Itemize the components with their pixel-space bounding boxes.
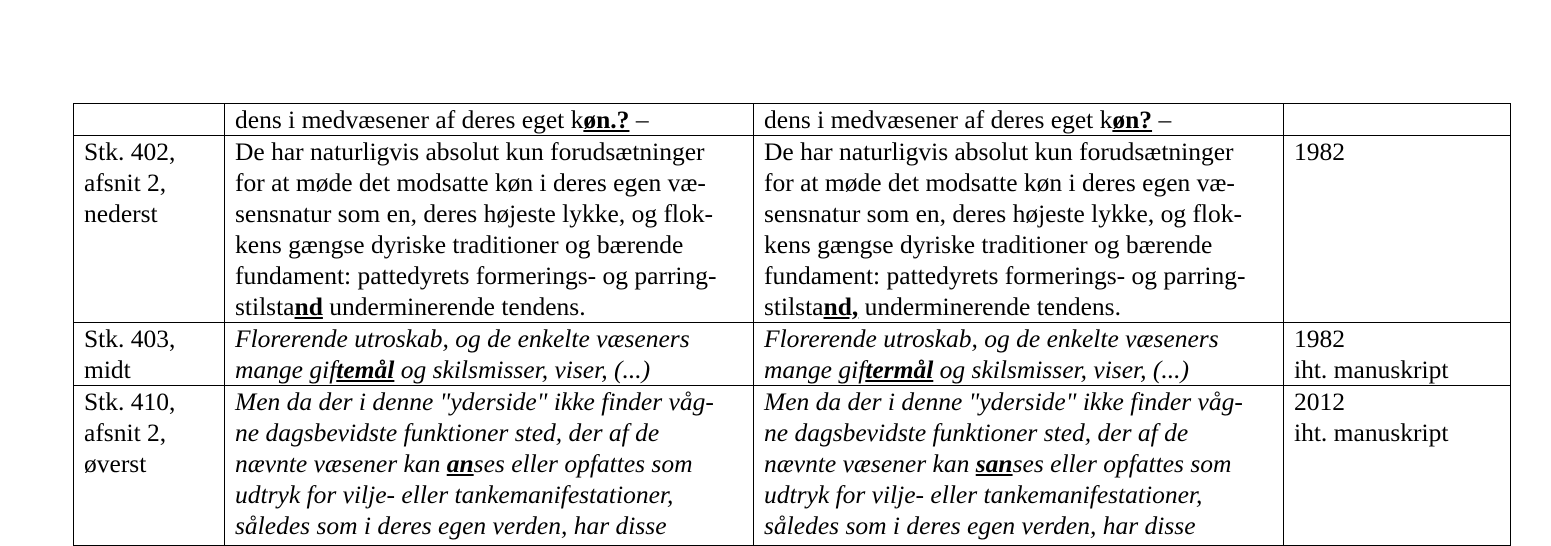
table-row (74, 104, 1511, 136)
highlighted-correction: nd (294, 292, 323, 321)
text-line (764, 198, 1277, 229)
text-segment: stilsta (764, 292, 824, 321)
text-segment: kens gængse dyriske traditioner og bærende (764, 230, 1213, 259)
text-line (764, 323, 1277, 354)
text-segment: dens i medvæsener af deres eget k (764, 105, 1113, 134)
year-cell (1284, 386, 1511, 546)
original-text-cell (225, 386, 754, 546)
text-segment: – (1152, 105, 1172, 134)
text-line (235, 167, 747, 198)
highlighted-correction: øn.? (583, 105, 630, 134)
text-line (764, 291, 1277, 322)
text-line (235, 229, 747, 260)
text-line (235, 136, 747, 167)
text-segment: nævnte væsener kan (235, 449, 447, 478)
text-line: afsnit 2, (84, 168, 167, 197)
text-segment: fundament: pattedyrets formerings- og parring- (764, 261, 1246, 290)
text-line (235, 198, 747, 229)
text-segment: for at møde det modsatte køn i deres egen væ- (764, 168, 1235, 197)
text-line (764, 167, 1277, 198)
text-segment: ne dagsbevidste funktioner sted, der af de (235, 418, 660, 447)
highlighted-correction: an (446, 449, 474, 478)
text-line (764, 417, 1277, 448)
text-line (764, 448, 1277, 479)
text-line (235, 291, 747, 322)
text-line (235, 386, 747, 417)
text-segment: dens i medvæsener af deres eget k (235, 105, 584, 134)
text-segment: De har naturligvis absolut kun forudsætninger (235, 137, 705, 166)
text-line (764, 479, 1277, 510)
text-line: 2012 (1294, 387, 1345, 416)
original-text-cell (225, 323, 754, 386)
text-segment: sensnatur som en, deres højeste lykke, og flok- (235, 199, 714, 228)
text-line (235, 479, 747, 510)
text-line (764, 136, 1277, 167)
highlighted-correction: temål (336, 355, 395, 384)
text-line (235, 323, 747, 354)
highlighted-correction: øn? (1112, 105, 1153, 134)
text-line: øverst (84, 449, 147, 478)
text-segment: udtryk for vilje- eller tankemanifestationer, (235, 480, 674, 509)
text-segment: underminerende tendens. (858, 292, 1121, 321)
text-line: Stk. 410, (84, 387, 176, 416)
text-line (764, 386, 1277, 417)
table-row (74, 386, 1511, 546)
text-line (764, 229, 1277, 260)
corrected-text-cell (754, 323, 1284, 386)
text-segment: sensnatur som en, deres højeste lykke, og flok- (764, 199, 1243, 228)
text-segment: stilsta (235, 292, 295, 321)
text-segment: Florerende utroskab, og de enkelte væseners (235, 324, 690, 353)
text-line (764, 354, 1277, 385)
text-line: iht. manuskript (1294, 355, 1449, 384)
text-segment: underminerende tendens. (322, 292, 586, 321)
table-row (74, 323, 1511, 386)
text-line (764, 260, 1277, 291)
text-line (764, 510, 1277, 541)
text-line (235, 417, 747, 448)
text-line (235, 104, 747, 135)
text-segment: kens gængse dyriske traditioner og bærende (235, 230, 684, 259)
text-segment: fundament: pattedyrets formerings- og parring- (235, 261, 717, 290)
text-segment: Men da der i denne "yderside" ikke finder våg- (235, 387, 714, 416)
text-segment: – (629, 105, 649, 134)
text-line: Stk. 403, (84, 324, 176, 353)
reference-cell (74, 386, 225, 546)
text-line (235, 260, 747, 291)
text-segment: for at møde det modsatte køn i deres egen væ- (235, 168, 706, 197)
corrected-text-cell (754, 104, 1284, 136)
highlighted-correction: san (975, 449, 1013, 478)
reference-cell (74, 323, 225, 386)
corrected-text-cell (754, 136, 1284, 323)
text-segment: således som i deres egen verden, har disse (764, 511, 1196, 540)
text-segment: nævnte væsener kan (764, 449, 976, 478)
text-segment: mange gif (235, 355, 337, 384)
text-line: nederst (84, 199, 158, 228)
year-cell (1284, 104, 1511, 136)
text-segment: Men da der i denne "yderside" ikke finder våg- (764, 387, 1243, 416)
text-segment: og skilsmisser, viser, (...) (394, 355, 651, 384)
text-line: 1982 (1294, 137, 1345, 166)
text-line: Stk. 402, (84, 137, 176, 166)
reference-cell (74, 136, 225, 323)
original-text-cell (225, 136, 754, 323)
year-cell (1284, 136, 1511, 323)
text-line: midt (84, 355, 131, 384)
reference-cell (74, 104, 225, 136)
text-line (235, 510, 747, 541)
original-text-cell (225, 104, 754, 136)
text-segment: Florerende utroskab, og de enkelte væseners (764, 324, 1219, 353)
year-cell (1284, 323, 1511, 386)
text-line (235, 354, 747, 385)
table-row (74, 136, 1511, 323)
text-segment: ne dagsbevidste funktioner sted, der af de (764, 418, 1189, 447)
text-line: 1982 (1294, 324, 1345, 353)
text-segment: udtryk for vilje- eller tankemanifestationer, (764, 480, 1203, 509)
text-segment: De har naturligvis absolut kun forudsætninger (764, 137, 1234, 166)
text-segment: mange gif (764, 355, 866, 384)
text-segment: og skilsmisser, viser, (...) (933, 355, 1189, 384)
text-segment: ses eller opfattes som (1012, 449, 1232, 478)
highlighted-correction: termål (865, 355, 934, 384)
corrected-text-cell (754, 386, 1284, 546)
text-segment: således som i deres egen verden, har disse (235, 511, 667, 540)
text-line (235, 448, 747, 479)
highlighted-correction: nd, (823, 292, 859, 321)
text-line: iht. manuskript (1294, 418, 1449, 447)
text-line (764, 104, 1277, 135)
errata-table (73, 103, 1511, 546)
text-segment: ses eller opfattes som (473, 449, 693, 478)
text-line: afsnit 2, (84, 418, 167, 447)
